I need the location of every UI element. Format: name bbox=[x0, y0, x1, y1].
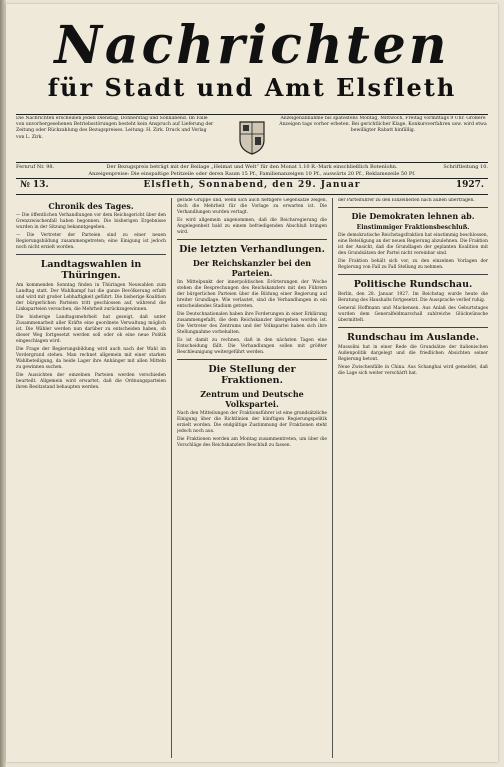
divider bbox=[338, 207, 488, 208]
paragraph: General Hoffmann und Mackensen. Aus Anlaß des Geburtstages wurden dem Generalfeldmarschall zahlreiche Glückwünsche übermittelt. bbox=[338, 306, 488, 323]
divider bbox=[16, 194, 488, 195]
paragraph: Neue Zwischenfälle in China. Aus Schanghai wird gemeldet, daß die Lage sich weiter verschärft hat. bbox=[338, 365, 488, 376]
ad-prices: Anzeigenpreise: Die einspaltige Petitzeile oder deren Raum 15 Pf., Familienanzeigen 10 Pf., auswärts 20 Pf., Reklamezeile 50 Pf. bbox=[88, 171, 416, 177]
article-columns bbox=[16, 198, 488, 758]
paragraph: — Die Vertreter der Parteien sind zu einer neuen Regierungsbildung zusammengetreten; eine Einigung ist jedoch noch nicht erzielt worden. bbox=[16, 233, 166, 250]
divider bbox=[338, 274, 488, 275]
heading-politische-rundschau: Politische Rundschau. bbox=[353, 279, 473, 290]
paragraph: gerade Gruppe und, wenn sich auch heftigere Gegensätze zeigen, doch die Mehrheit für die Vorlage zu erwarten ist. Die Verhandlungen wurden vertagt. bbox=[177, 198, 327, 215]
paragraph: Berlin, den 28. Januar 1927. Im Reichstag wurde heute die Beratung des Haushalts fortgesetzt. Die Aussprache verlief ruhig. bbox=[338, 292, 488, 303]
subheading: Einstimmiger Fraktionsbeschluß. bbox=[356, 224, 470, 231]
paragraph: Es ist damit zu rechnen, daß in den nächsten Tagen eine Entscheidung fällt. Die Verhandlungen sollen mit größter Beschleunigung weitergeführt werden. bbox=[177, 338, 327, 355]
paragraph: — Die öffentlichen Verhandlungen vor dem Reichsgericht über den Grenzzwischenfall haben begonnen. Die bisherigen Ergebnisse wurden in der Sitzung bekanntgegeben. bbox=[16, 213, 166, 230]
publication-info: Die Nachrichten erscheinen jeden Dienstag, Donnerstag und Sonnabend. Im Falle von unvorhergesehenen Betriebsstörungen besteht kein Anspruch auf Lieferung der Zeitung oder Rückzahlung des Bezugspreises. Leitung: H. Zirk. Druck und Verlag von L. Zirk. bbox=[16, 116, 214, 140]
column-rule bbox=[171, 198, 172, 758]
paragraph: Mussolini hat in einer Rede die Grundsätze der italienischen Außenpolitik dargelegt und die friedlichen Absichten seiner Regierung betont. bbox=[338, 345, 488, 362]
divider bbox=[338, 327, 488, 328]
column-rule bbox=[332, 198, 333, 758]
paragraph: Die Fraktion behält sich vor, zu den einzelnen Vorlagen der Regierung von Fall zu Fall Stellung zu nehmen. bbox=[338, 259, 488, 270]
paragraph: Die Frage der Regierungsbildung wird auch nach der Wahl im Vordergrund stehen. Man rechnet allgemein mit einer starken Wahlbeteiligung, da beide Lager ihre Anhänger mit allen Mitteln zu gewinnen suchen. bbox=[16, 347, 166, 370]
subscription-price: Der Bezugspreis beträgt mit der Beilage „Heimat und Welt“ für den Monat 1.10 R.-Mark einschließlich Botenlohn. bbox=[106, 164, 398, 170]
editorial-number: Schriftleitung 10. bbox=[443, 164, 488, 170]
info-row bbox=[16, 116, 488, 160]
paragraph: Nach den Mitteilungen der Fraktionsführer ist eine grundsätzliche Einigung über die Richtlinien der künftigen Regierungspolitik erzielt worden. Die endgültige Zustimmung der Fraktionen steht jedoch noch aus. bbox=[177, 411, 327, 434]
heading-verhandlungen: Die letzten Verhandlungen. bbox=[179, 244, 325, 255]
divider bbox=[16, 162, 488, 163]
issue-date: Elsfleth, Sonnabend, den 29. Januar bbox=[143, 180, 361, 190]
issue-year: 1927. bbox=[455, 180, 484, 190]
subheading: Zentrum und Deutsche Volkspartei. bbox=[200, 389, 304, 409]
column-3 bbox=[338, 198, 488, 758]
issue-number: № 13. bbox=[20, 180, 49, 190]
masthead bbox=[16, 15, 488, 112]
heading-chronik: Chronik des Tages. bbox=[48, 201, 134, 211]
paragraph: Die Deutschnationalen haben ihre Forderungen in einer Erklärung zusammengefaßt, die dem Reichskanzler übergeben worden ist. Die Vertreter des Zentrums und der Volkspartei haben sich ihre Stellungnahme vorbehalten. bbox=[177, 312, 327, 335]
divider bbox=[16, 254, 166, 255]
column-2 bbox=[177, 198, 327, 758]
heading-landtagswahlen: Landtagswahlen in Thüringen. bbox=[40, 259, 142, 281]
paragraph: der Parteiführer zu den Einzelheiten nach außen übertragen. bbox=[338, 198, 475, 203]
heading-rundschau-ausland: Rundschau im Auslande. bbox=[346, 332, 480, 343]
paragraph: Die demokratische Reichstagsfraktion hat einstimmig beschlossen, eine Beteiligung an der neuen Regierung abzulehnen. Die Fraktion ist der Ansicht, daß die Grundlagen der geplanten Koalition mit den Grundsätzen der Partei nicht vereinbar sind. bbox=[338, 233, 488, 256]
divider bbox=[177, 239, 327, 240]
advertising-info: Anzeigenannahme bis spätestens Montag, Mittwoch, Freitag vormittags 9 Uhr. Größere Anzeigen tags vorher erbeten. Bei gerichtlicher Klage, Konkursverfahren usw. wird etwa bewilligter Rabatt hinfällig. bbox=[279, 116, 487, 134]
heading-demokraten: Die Demokraten lehnen ab. bbox=[351, 211, 475, 221]
subheading: Der Reichskanzler bei den Parteien. bbox=[192, 258, 312, 278]
paragraph: Die Aussichten der einzelnen Parteien werden verschieden beurteilt. Allgemein wird erwartet, daß die Ordnungsparteien ihren Besitzstand behaupten werden. bbox=[16, 373, 166, 390]
column-1 bbox=[16, 198, 166, 758]
paragraph: Es wird allgemein angenommen, daß die Reichsregierung die Angelegenheit bald zu einem befriedigenden Abschluß bringen wird. bbox=[177, 218, 327, 235]
divider bbox=[16, 114, 488, 115]
paragraph: Am kommenden Sonntag finden in Thüringen Neuwahlen zum Landtag statt. Der Wahlkampf hat die ganze Bevölkerung erfaßt und wird mit großer Lebhaftigkeit geführt. Die bisherige Koalition der bürgerlichen Parteien tritt geschlossen auf, während die Linksparteien versuchen, die Mehrheit zurückzugewinnen. bbox=[16, 283, 166, 312]
paragraph: Die bisherige Landtagsmehrheit hat gezeigt, daß unter Zusammenarbeit aller Kräfte eine geordnete Verwaltung möglich ist. Die Wähler werden nun darüber zu entscheiden haben, ob dieser Weg fortgesetzt werden soll oder ob eine neue Politik eingeschlagen wird. bbox=[16, 315, 166, 344]
masthead-title: Nachrichten bbox=[54, 15, 450, 76]
divider bbox=[177, 359, 327, 360]
dateline bbox=[16, 179, 488, 193]
heading-fraktionen: Die Stellung der Fraktionen. bbox=[208, 364, 296, 386]
paragraph: Die Fraktionen werden am Montag zusammentreten, um über die Vorschläge des Reichskanzlers Beschluß zu fassen. bbox=[177, 437, 327, 448]
paragraph: Im Mittelpunkt der innerpolitischen Erörterungen der Woche stehen die Besprechungen des Reichskanzlers mit den Führern der bürgerlichen Parteien über die Bildung einer Regierung auf breiter Grundlage. Wie verlautet, sind die Verhandlungen in ein entscheidendes Stadium getreten. bbox=[177, 280, 327, 309]
masthead-subtitle: für Stadt und Amt Elsfleth bbox=[47, 73, 457, 102]
telephone-number: Fernruf Nr. 98. bbox=[16, 164, 55, 170]
coat-of-arms-icon bbox=[238, 118, 266, 156]
newspaper-page bbox=[6, 4, 498, 762]
